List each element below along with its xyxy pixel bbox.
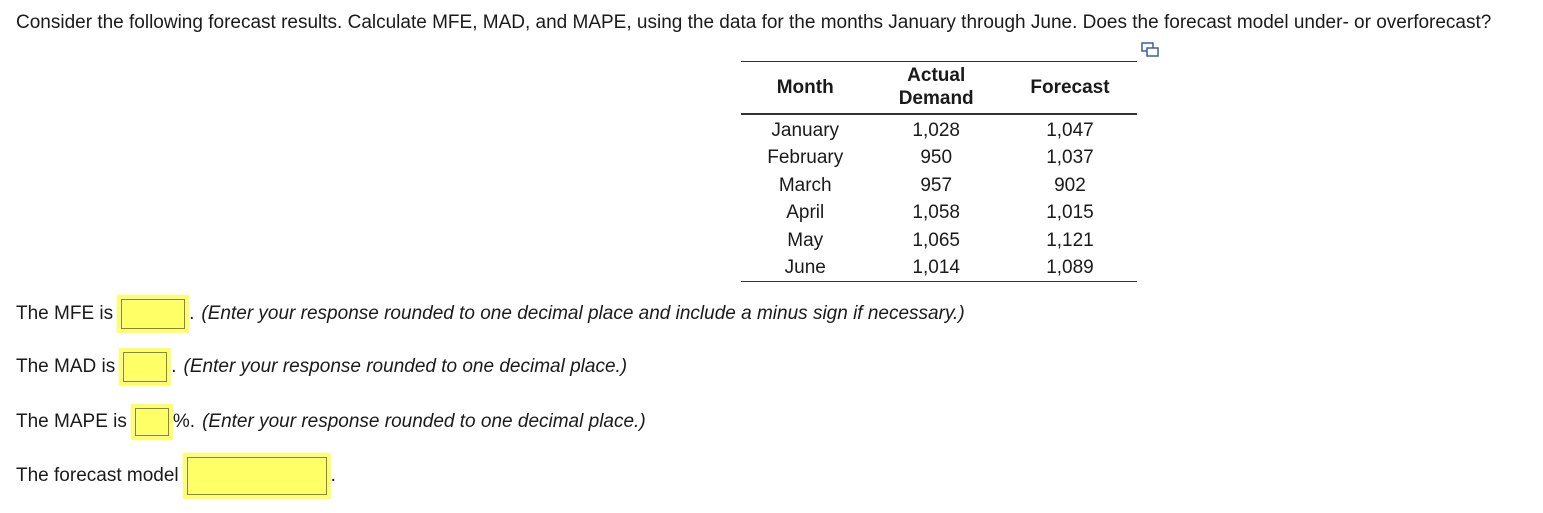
header-actual-line2: Demand (898, 88, 974, 109)
forecast-table (741, 61, 1137, 282)
mad-label: The MAD is (16, 356, 116, 377)
cell-month: June (784, 257, 826, 279)
cell-month: January (771, 120, 840, 141)
cell-month: May (787, 229, 824, 251)
table-row (741, 227, 1137, 254)
model-period: . (330, 465, 336, 486)
header-actual-line1: Actual (907, 65, 966, 86)
table-row (741, 172, 1137, 199)
mad-input[interactable] (123, 352, 167, 382)
mfe-highlight (117, 295, 189, 333)
mape-label: The MAPE is (16, 411, 127, 432)
table-row (741, 144, 1137, 171)
cell-month: April (786, 202, 825, 224)
cell-forecast: 1,089 (1046, 257, 1094, 279)
cell-actual: 950 (920, 147, 953, 169)
mape-row (16, 404, 646, 440)
table-row (741, 114, 1137, 144)
model-row (16, 453, 336, 499)
header-month: Month (776, 76, 834, 98)
cell-actual: 1,028 (912, 120, 960, 141)
model-label: The forecast model (16, 465, 179, 486)
mad-row (16, 348, 627, 386)
cell-actual: 1,058 (912, 202, 960, 224)
cell-forecast: 1,121 (1046, 229, 1094, 251)
cell-forecast: 1,047 (1046, 120, 1094, 141)
mape-percent: %. (172, 411, 196, 432)
mfe-input[interactable] (121, 299, 185, 329)
table-header-row (741, 62, 1137, 115)
copy-table-icon[interactable] (1141, 42, 1159, 58)
cell-month: March (778, 174, 832, 196)
mfe-period: . (189, 303, 195, 324)
cell-actual: 1,065 (912, 229, 960, 251)
cell-forecast: 1,037 (1046, 147, 1094, 169)
mad-note: (Enter your response rounded to one decimal place.) (183, 356, 628, 377)
mape-highlight (131, 404, 173, 440)
mad-period: . (171, 356, 177, 377)
mfe-row (16, 295, 965, 333)
mape-input[interactable] (135, 408, 169, 436)
table-row (741, 254, 1137, 282)
question-text: Consider the following forecast results. Calculate MFE, MAD, and MAPE, using the data for the months January through June. Does the forecast model under- or overforecast? (16, 12, 1492, 33)
cell-forecast: 1,015 (1046, 202, 1094, 224)
model-select[interactable] (187, 457, 327, 495)
mfe-label: The MFE is (16, 303, 114, 324)
mad-highlight (119, 348, 171, 386)
model-highlight (183, 453, 331, 499)
mape-note: (Enter your response rounded to one decimal place.) (202, 411, 646, 432)
cell-actual: 957 (920, 174, 953, 196)
cell-actual: 1,014 (912, 257, 960, 279)
table-row (741, 199, 1137, 226)
header-forecast: Forecast (1030, 76, 1110, 98)
cell-month: February (767, 147, 844, 169)
mfe-note: (Enter your response rounded to one decimal place and include a minus sign if necessary.) (201, 303, 965, 324)
header-actual-demand (869, 62, 1002, 115)
cell-forecast: 902 (1054, 174, 1086, 196)
